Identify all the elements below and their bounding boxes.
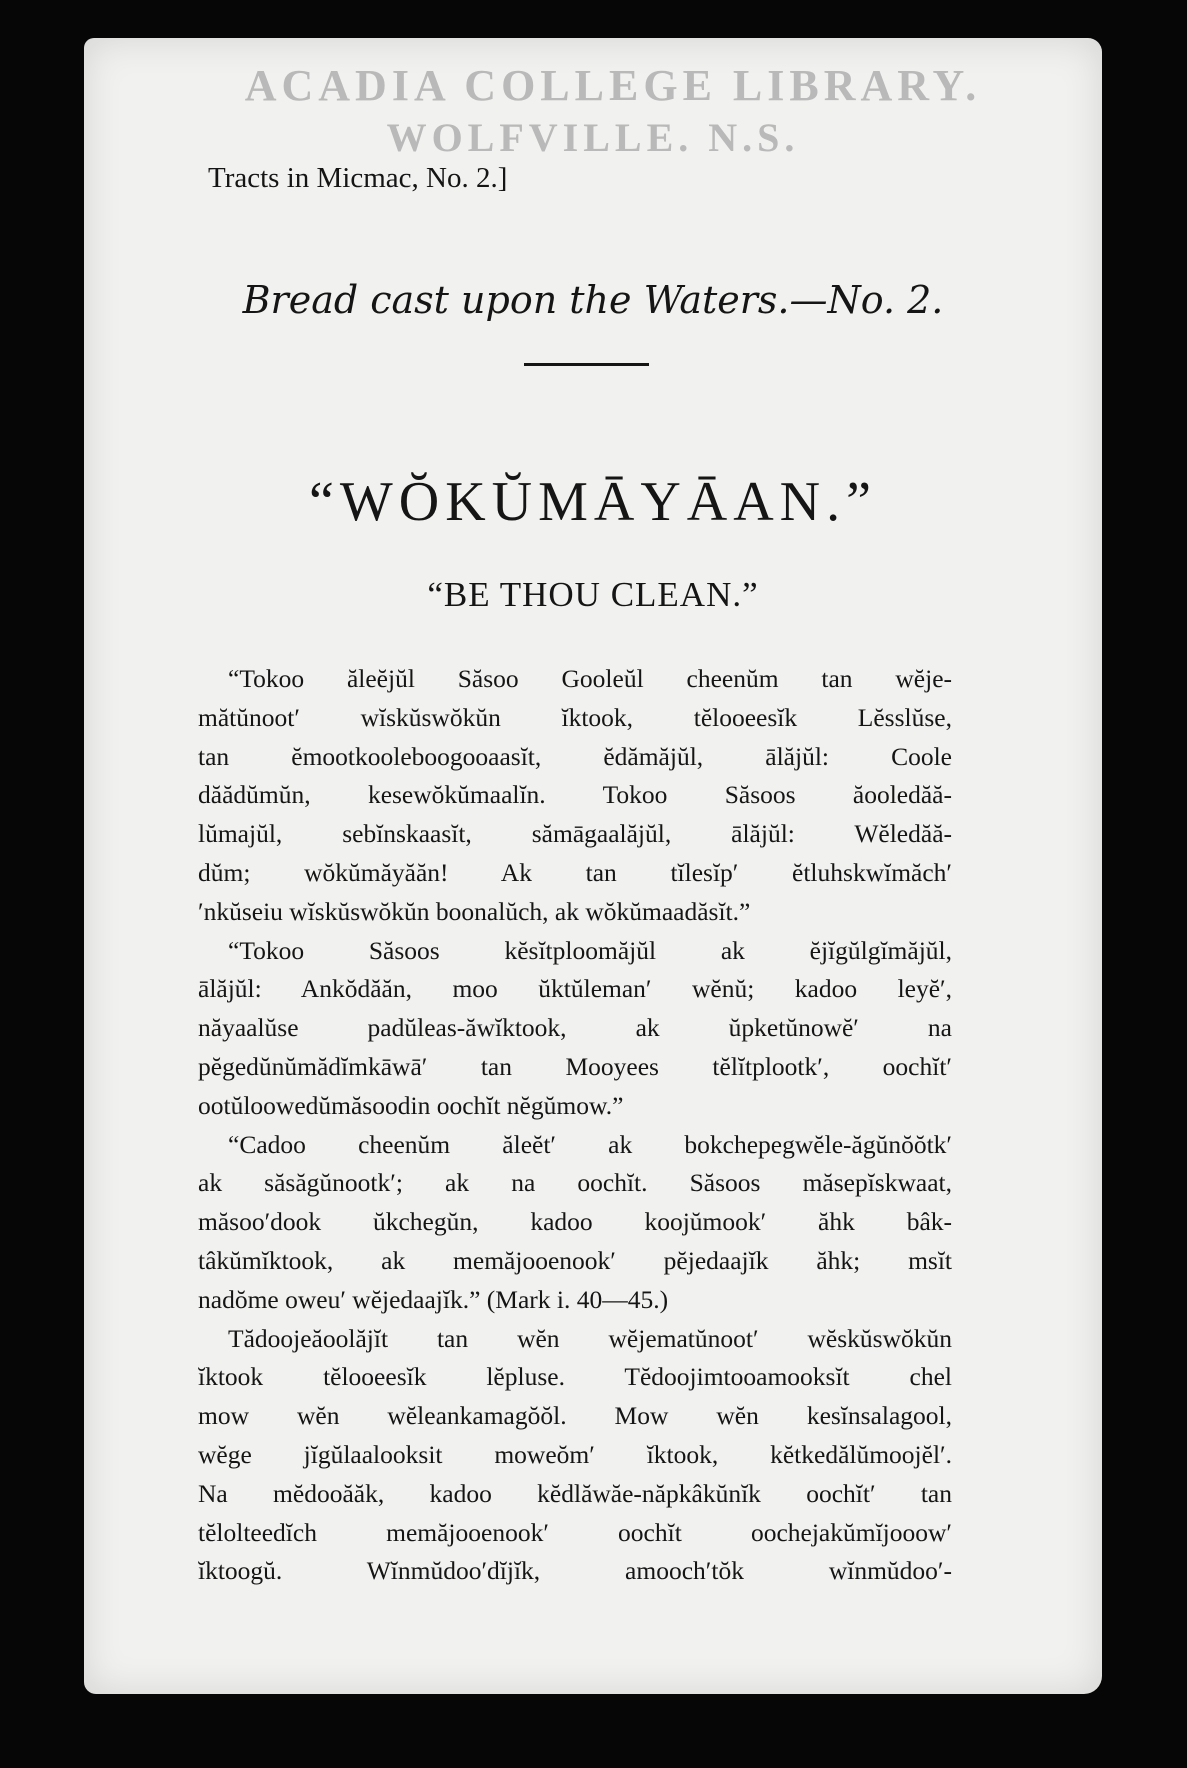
body-text bbox=[198, 660, 952, 1591]
body-line: lŭmajŭl, sebĭnskaasĭt, sămāgaalăjŭl, ālăjŭl: Wĕledăă- bbox=[198, 819, 952, 849]
body-line: ālăjŭl: Ankŏdăăn, moo ŭktŭleman′ wĕnŭ; kadoo leyĕ′, bbox=[198, 974, 952, 1004]
body-line: pĕgedŭnŭmădĭmkāwā′ tan Mooyees tĕlĭtplootk′, oochĭt′ bbox=[198, 1051, 952, 1081]
body-line: tĕlolteedĭch memăjooenook′ oochĭt oochejakŭmĭjooow′ bbox=[198, 1517, 952, 1547]
library-stamp-line-2: WOLFVILLE. N.S. bbox=[386, 115, 800, 160]
running-title: Bread cast upon the Waters.—No. 2. bbox=[242, 278, 944, 322]
body-line: mătŭnoot′ wĭskŭswŏkŭn ĭktook, tĕlooeesĭk Lĕsslŭse, bbox=[198, 702, 952, 732]
body-line: wĕge jĭgŭlaalooksit moweŏm′ ĭktook, kĕtkedălŭmoojĕl′. bbox=[198, 1439, 952, 1469]
document-page bbox=[84, 38, 1102, 1694]
title-divider bbox=[524, 363, 649, 366]
body-line: ootŭloowedŭmăsoodin oochĭt nĕgŭmow.” bbox=[198, 1090, 624, 1120]
body-line: mow wĕn wĕleankamagŏŏl. Mow wĕn kesĭnsalagool, bbox=[198, 1401, 952, 1431]
body-line: “Tokoo Săsoos kĕsĭtploomăjŭl ak ĕjĭgŭlgĭmăjŭl, bbox=[228, 935, 952, 965]
body-line: dŭm; wŏkŭmăyăăn! Ak tan tĭlesĭp′ ĕtluhskwĭmăch′ bbox=[198, 857, 952, 887]
body-line: ĭktook tĕlooeesĭk lĕpluse. Tĕdoojimtooamooksĭt chel bbox=[198, 1362, 952, 1392]
body-line: dăădŭmŭn, kesewŏkŭmaalĭn. Tokoo Săsoos ăooledăă- bbox=[198, 780, 952, 810]
body-line: tâkŭmĭktook, ak memăjooenook′ pĕjedaajĭk ăhk; msĭt bbox=[198, 1245, 952, 1275]
library-stamp-line-1: ACADIA COLLEGE LIBRARY. bbox=[244, 61, 982, 110]
body-line: năyaalŭse padŭleas-ăwĭktook, ak ŭpketŭnowĕ′ na bbox=[198, 1013, 952, 1043]
tract-subtitle: “BE THOU CLEAN.” bbox=[427, 575, 759, 614]
body-line: ′nkŭseiu wĭskŭswŏkŭn boonalŭch, ak wŏkŭmaadăsĭt.” bbox=[198, 896, 751, 926]
body-line: măsoo′dook ŭkchegŭn, kadoo koojŭmook′ ăhk bâk- bbox=[198, 1207, 952, 1237]
body-line: “Tokoo ăleĕjŭl Săsoo Gooleŭl cheenŭm tan wĕje- bbox=[228, 664, 952, 693]
body-line: “Cadoo cheenŭm ăleĕt′ ak bokchepegwĕle-ăgŭnŏŏtk′ bbox=[228, 1129, 952, 1159]
body-line: ak săsăgŭnootk′; ak na oochĭt. Săsoos măsepĭskwaat, bbox=[198, 1168, 952, 1198]
body-line: nadŏme oweu′ wĕjedaajĭk.” (Mark i. 40—45.) bbox=[198, 1284, 669, 1314]
tract-title: “WŎKŬMĀYĀAN.” bbox=[309, 471, 877, 533]
body-line: tan ĕmootkooleboogooaasĭt, ĕdămăjŭl, ālăjŭl: Coole bbox=[198, 741, 952, 771]
body-line: Na mĕdooăăk, kadoo kĕdlăwăe-năpkâkŭnĭk oochĭt′ tan bbox=[198, 1478, 952, 1508]
series-label: Tracts in Micmac, No. 2.] bbox=[208, 162, 508, 194]
body-line: Tădoojeăoolăjĭt tan wĕn wĕjematŭnoot′ wĕskŭswŏkŭn bbox=[228, 1323, 952, 1353]
body-line: ĭktoogŭ. Wĭnmŭdoo′dĭjĭk, amooch′tŏk wĭnmŭdoo′- bbox=[198, 1556, 952, 1586]
